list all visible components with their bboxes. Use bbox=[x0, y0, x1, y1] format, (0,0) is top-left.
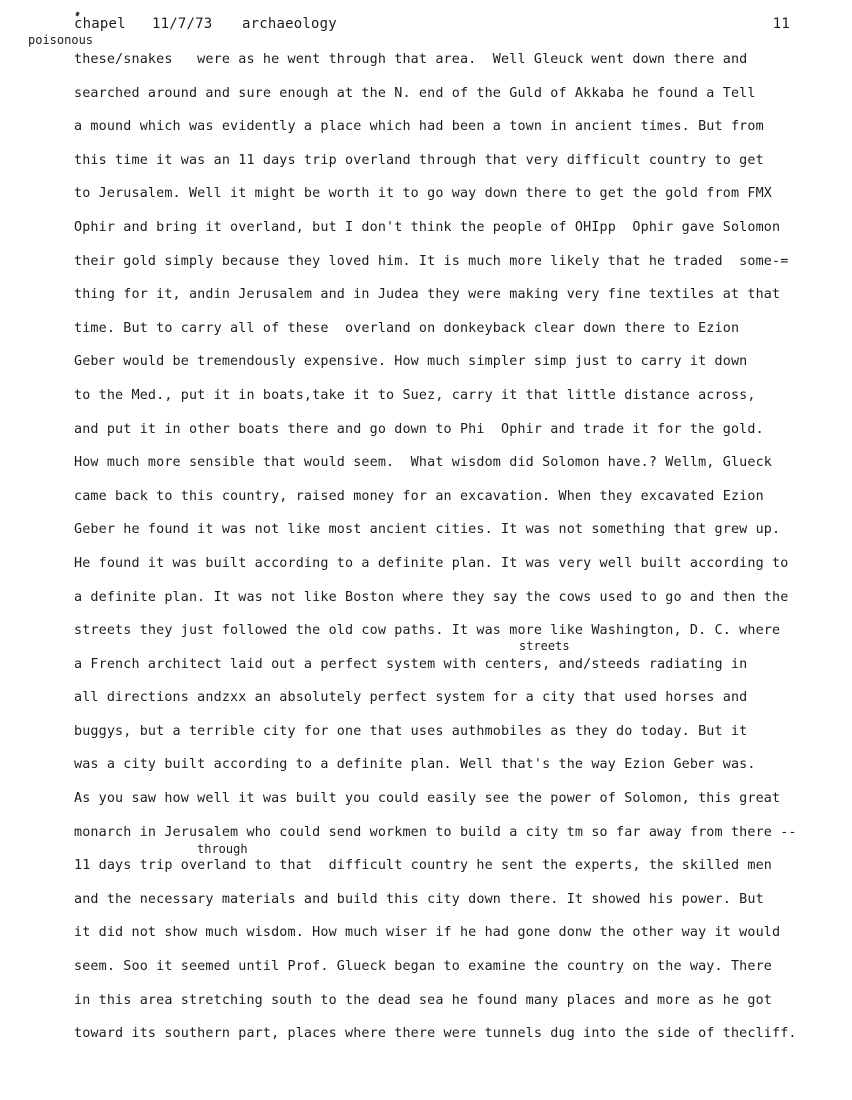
text-line: He found it was built according to a definite plan. It was very well built according to bbox=[74, 555, 789, 571]
text-line: in this area stretching south to the dead sea he found many places and more as he got bbox=[74, 992, 773, 1008]
text-line: and put it in other boats there and go down to Phi Ophir and trade it for the gold. bbox=[74, 421, 764, 437]
header-course: archaeology bbox=[242, 16, 337, 32]
header-chapter: chapel bbox=[74, 16, 126, 32]
text-line: was a city built according to a definite plan. Well that's the way Ezion Geber was. bbox=[74, 757, 756, 773]
body-text bbox=[74, 50, 834, 1058]
text-line: seem. Soo it seemed until Prof. Glueck began to examine the country on the way. There bbox=[74, 959, 773, 975]
insertion-poisonous: poisonous bbox=[28, 33, 94, 47]
text-line: Geber would be tremendously expensive. How much simpler simp just to carry it down bbox=[74, 354, 748, 370]
text-line: all directions andzxx an absolutely perfect system for a city that used horses and bbox=[74, 690, 748, 706]
text-line: came back to this country, raised money for an excavation. When they excavated Ezion bbox=[74, 488, 764, 504]
text-line: Geber he found it was not like most ancient cities. It was not something that grew up. bbox=[74, 522, 781, 538]
text-line: a French architect laid out a perfect system with centers, and/steeds radiating in bbox=[74, 656, 748, 672]
text-line: Ophir and bring it overland, but I don't think the people of OHIpp Ophir gave Solomon bbox=[74, 219, 781, 235]
text-line: toward its southern part, places where there were tunnels dug into the side of thecliff. bbox=[74, 1026, 797, 1042]
text-line: to the Med., put it in boats,take it to Suez, carry it that little distance across, bbox=[74, 387, 756, 403]
text-line: How much more sensible that would seem. What wisdom did Solomon have.? Wellm, Glueck bbox=[74, 455, 773, 471]
text-line: it did not show much wisdom. How much wiser if he had gone donw the other way it would bbox=[74, 925, 781, 941]
text-line: searched around and sure enough at the N. end of the Guld of Akkaba he found a Tell bbox=[74, 85, 756, 101]
page-header bbox=[74, 16, 822, 38]
text-line: 11 days trip overland to that difficult country he sent the experts, the skilled men bbox=[74, 858, 773, 874]
text-line: a definite plan. It was not like Boston where they say the cows used to go and then the bbox=[74, 589, 789, 605]
text-line: to Jerusalem. Well it might be worth it to go way down there to get the gold from FMX bbox=[74, 186, 773, 202]
text-line: monarch in Jerusalem who could send workmen to build a city tm so far away from there -- bbox=[74, 824, 797, 840]
page-number: 11 bbox=[772, 16, 790, 32]
insertion-through: through bbox=[197, 842, 248, 856]
text-line: buggys, but a terrible city for one that uses authmobiles as they do today. But it bbox=[74, 723, 748, 739]
header-date: 11/7/73 bbox=[152, 16, 213, 32]
text-line: thing for it, andin Jerusalem and in Judea they were making very fine textiles at that bbox=[74, 287, 781, 303]
text-line: As you saw how well it was built you could easily see the power of Solomon, this great bbox=[74, 791, 781, 807]
text-line: their gold simply because they loved him. It is much more likely that he traded some-= bbox=[74, 253, 789, 269]
text-line: this time it was an 11 days trip overland through that very difficult country to get bbox=[74, 152, 764, 168]
text-line: these/snakes were as he went through that area. Well Gleuck went down there and bbox=[74, 52, 748, 67]
text-line: streets they just followed the old cow paths. It was more like Washington, D. C. where bbox=[74, 623, 781, 639]
insertion-streets: streets bbox=[519, 639, 570, 653]
text-line: a mound which was evidently a place which had been a town in ancient times. But from bbox=[74, 119, 764, 135]
text-line: and the necessary materials and build this city down there. It showed his power. But bbox=[74, 891, 764, 907]
text-line: time. But to carry all of these overland on donkeyback clear down there to Ezion bbox=[74, 320, 740, 336]
